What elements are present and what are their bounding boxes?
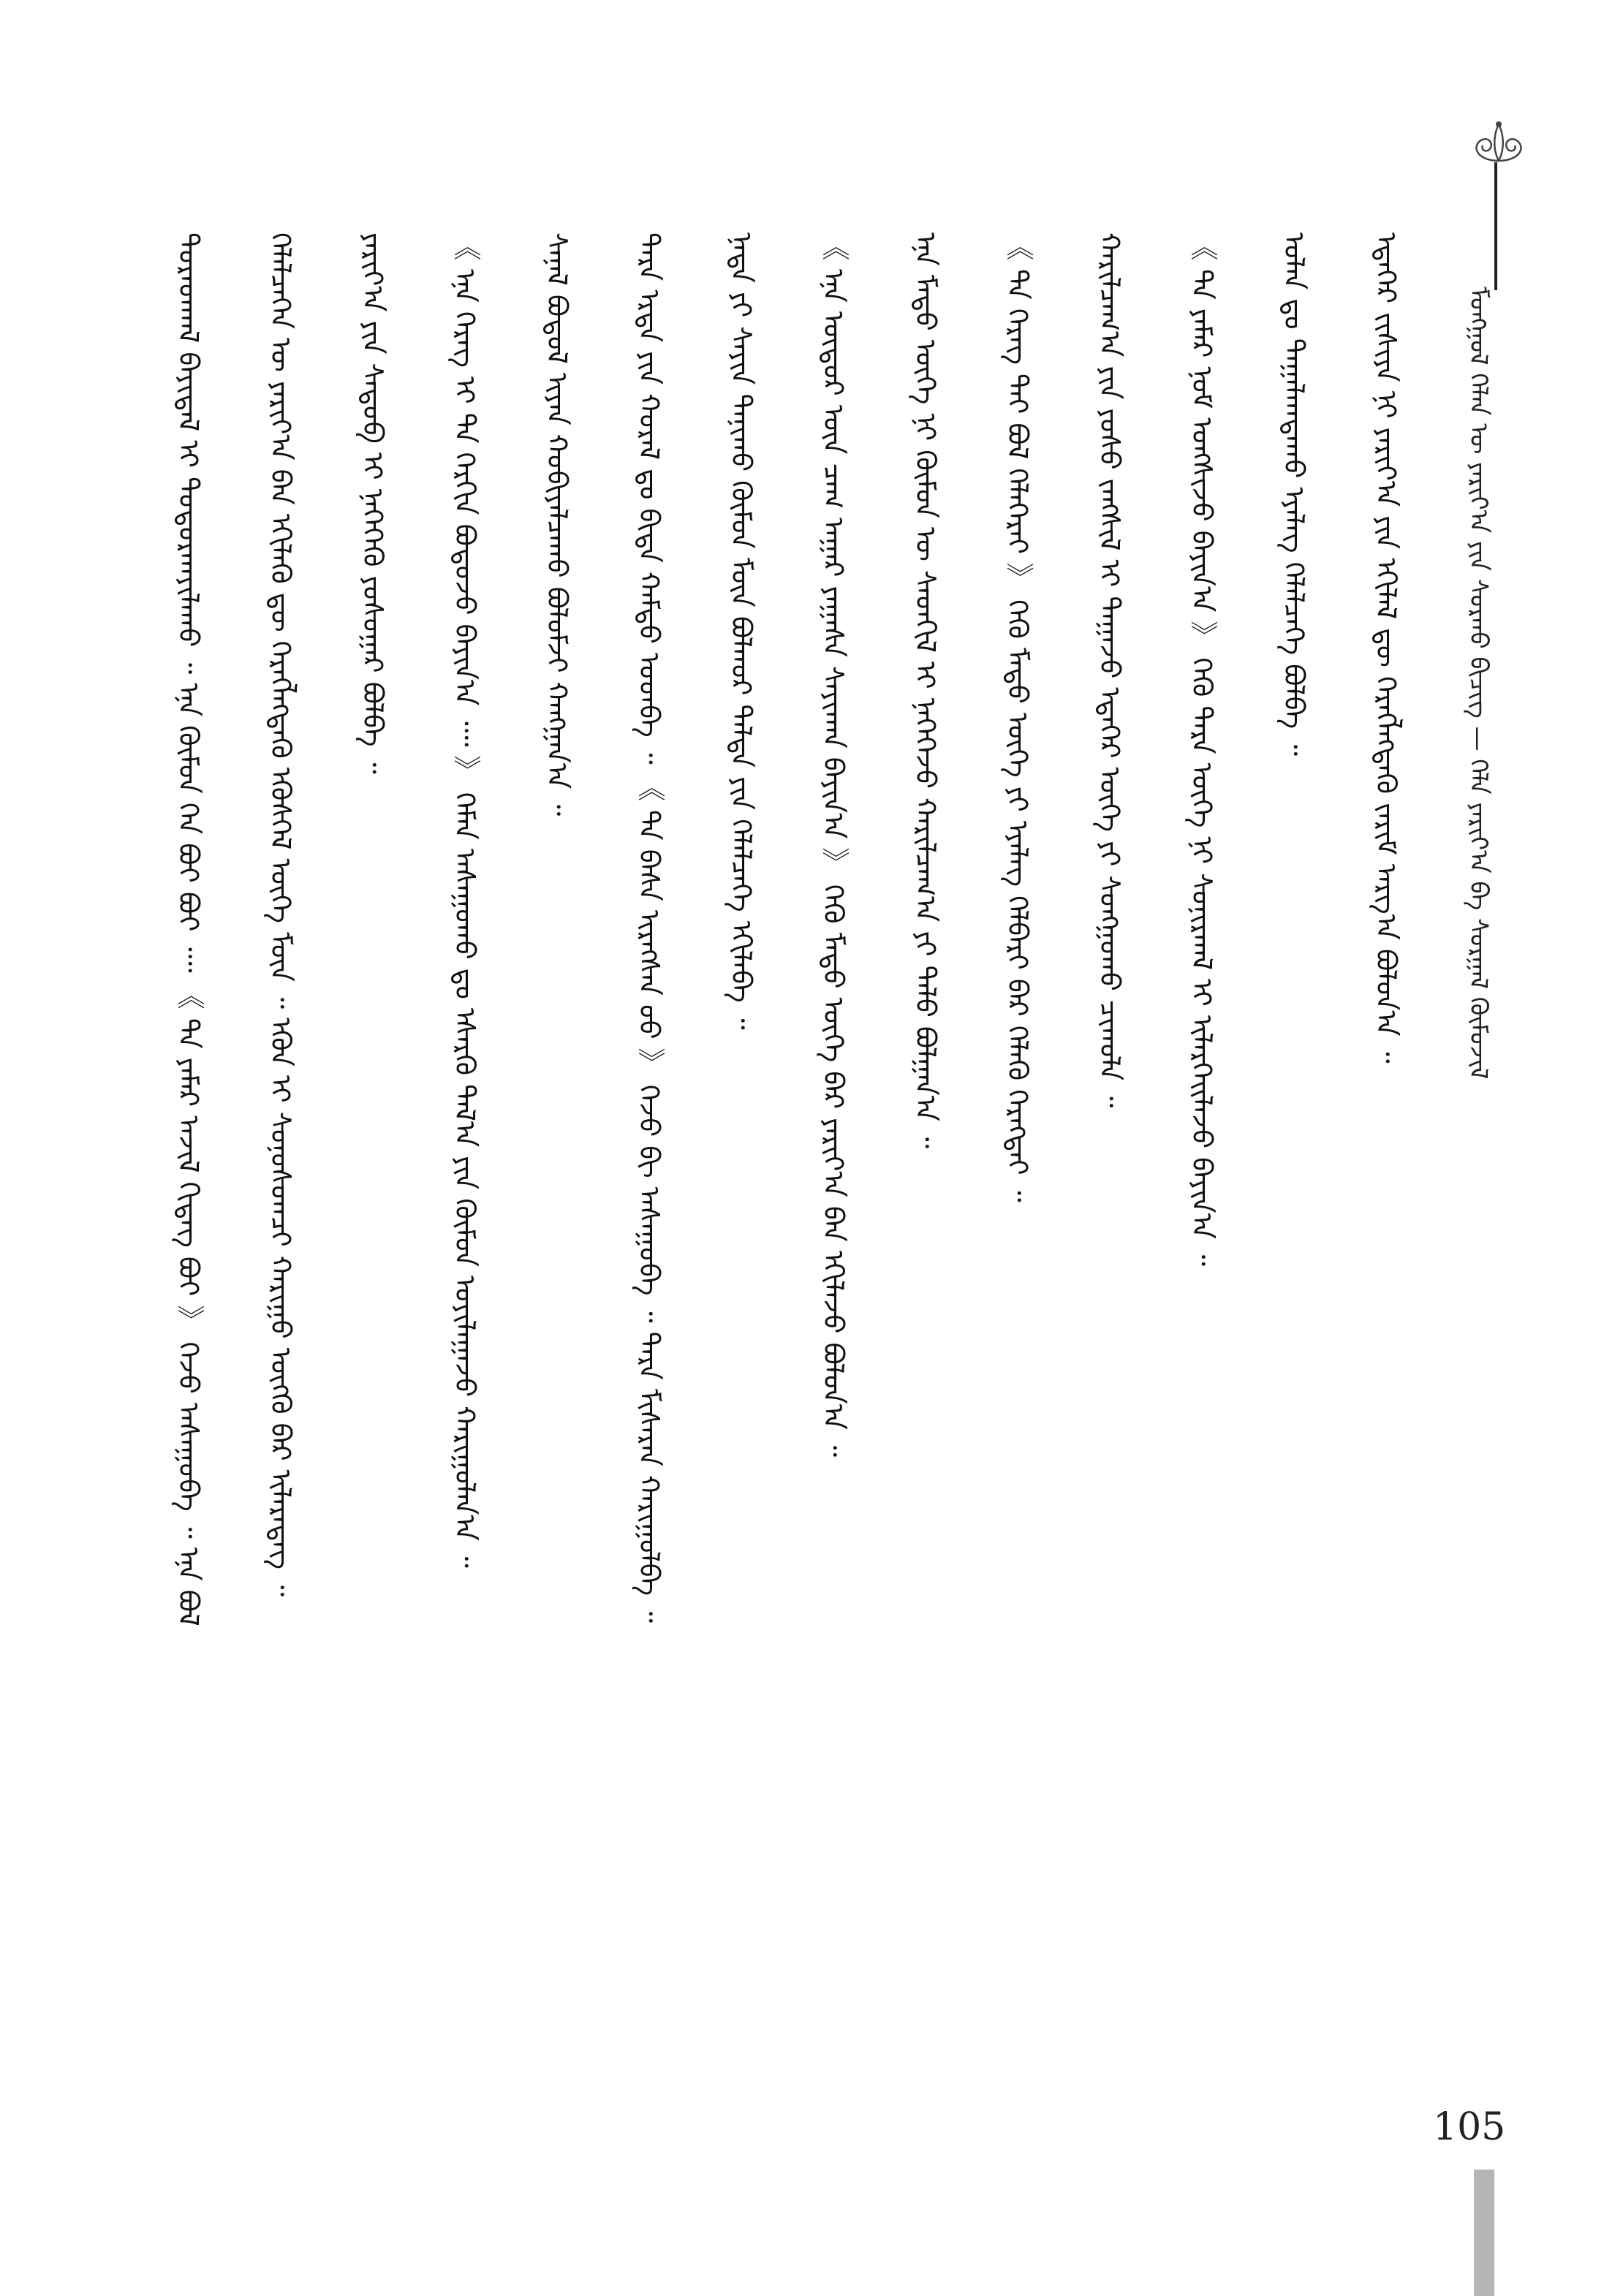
text-column: 《 ᠲᠠ ᠶᠠᠮᠠᠷ ᠨᠣᠮ ᠤᠩᠰᠢᠵᠤ ᠪᠠᠶᠢᠨ᠎ᠠ 》 ᠭᠡᠬᠦ ᠲᠡᠷᠡ ᠦᠭᠡ ᠨᠢ ᠰᠣᠨᠢᠷᠬᠠᠯ ᠢ ᠢᠯᠡᠷᠬᠡᠢᠯᠡᠵᠦ ᠪᠠᠶᠢᠨ᠎ᠠ ᠃ [1186, 232, 1218, 1267]
text-column: 《 ᠡᠨᠡ ᠬᠡᠷᠡᠭ ᠢ ᠲᠠ ᠬᠡᠷᠬᠢᠨ ᠪᠣᠳᠣᠵᠤ ᠪᠠᠶᠢᠨ᠎ᠠ ᠁ 》 ᠬᠡᠮᠡᠨ ᠠᠰᠠᠭᠤᠬᠤ ᠳᠤ ᠡᠰᠡᠷᠭᠦ ᠲᠠᠯ᠎ᠠ ᠶᠢᠨ ᠬᠦᠮᠦᠨ ᠣᠶᠢᠯᠠᠭᠠᠵᠤ ᠬᠠᠷᠢᠭᠤᠯᠠᠨ᠎ᠠ ᠃ [449, 232, 481, 1568]
running-header: ᠮᠣᠩᠭᠣᠯ ᠬᠡᠯᠡᠨ ᠦ ᠶᠠᠷᠢᠶ᠎ᠠ ᠶᠢᠨ ᠰᠤᠷᠬᠤ ᠪᠢᠴᠢᠭ — ᠬᠡᠯᠡ ᠶᠠᠷᠢᠶ᠎ᠠ ᠪᠠ ᠰᠤᠷᠭᠠᠯ ᠬᠦᠮᠦᠵᠢᠯ [1464, 287, 1493, 1080]
decorative-ornament-icon [1459, 110, 1539, 175]
text-column: ᠡᠳᠡᠭᠡᠷ ᠵᠢᠱᠢᠶᠡ ᠨᠢ ᠶᠠᠷᠢᠶ᠎ᠠ ᠶᠢᠨ ᠡᠬᠢᠯᠡᠯ ᠳᠦ ᠬᠡᠷᠡᠭᠯᠡᠭᠳᠡᠬᠦ ᠵᠠᠷᠢᠮ ᠠᠷᠭ᠎ᠠ ᠪᠣᠯᠤᠨ᠎ᠠ ᠃ [1370, 232, 1402, 1064]
text-column: ᠰᠠᠨᠠᠯ ᠪᠣᠳᠤᠯ ᠢᠶᠡᠨ ᠬᠤᠪᠢᠶᠠᠯᠴᠠᠬᠤ ᠪᠣᠯᠣᠮᠵᠢ ᠬᠠᠩᠭᠠᠨ᠎ᠠ ᠃ [541, 232, 573, 817]
text-column: ᠶᠠᠷᠢᠶ᠎ᠠ ᠶᠢᠨ ᠰᠡᠳᠦᠪ ᠢ ᠨᠡᠭᠡᠭᠡᠬᠦ ᠶᠤᠰᠤᠭᠠᠷ ᠪᠣᠯᠪᠠ ᠃ [357, 232, 389, 774]
body-text [167, 232, 1453, 2016]
text-column: ᠨᠠᠳᠠ ᠶᠢ ᠰᠠᠶᠢᠨ ᠲᠠᠨᠢᠬᠤ ᠬᠦᠮᠦᠨ ᠮᠥᠨ ᠪᠣᠯᠬᠣᠷ ᠳᠠᠯᠳᠠ ᠶᠢᠨ ᠬᠡᠯᠡᠯᠴᠡᠭᠡ ᠡᠬᠢᠯᠡᠪᠡ ᠃ [725, 232, 757, 1030]
page-edge-tab [1474, 2170, 1494, 2296]
text-column: 《 ᠲᠠ ᠬᠡᠷᠡᠭ ᠲᠡᠢ ᠪᠣᠯ ᠬᠡᠯᠡᠭᠡᠷᠡᠢ 》 ᠭᠡᠬᠦ ᠮᠡᠲᠦ ᠦᠭᠡ ᠶᠢ ᠡᠶᠡᠯᠡᠭ ᠬᠡᠯᠪᠡᠷᠢ ᠪᠡᠷ ᠬᠡᠯᠡᠬᠦ ᠬᠡᠷᠡᠭᠲᠡᠢ ᠃ [1002, 232, 1034, 1202]
header-rule [1494, 162, 1497, 290]
text-column: ᠬᠠᠷᠢᠯᠴᠠᠭ᠎ᠠ ᠶᠢᠨ ᠶᠣᠰᠣ ᠵᠠᠩᠰᠢᠯ ᠢ ᠳᠠᠭᠠᠵᠤ ᠡᠳᠡᠭᠡᠷ ᠦᠭᠡ ᠶᠢ ᠰᠣᠩᠭᠣᠬᠤ ᠴᠢᠬᠤᠯᠠ ᠃ [1094, 232, 1126, 1108]
text-column: ᠣᠯᠠᠨ ᠳᠤ ᠲᠠᠭᠠᠯᠠᠭᠳᠠᠬᠤ ᠡᠶᠡᠯᠡᠭ ᠬᠡᠯᠡᠯᠴᠡᠭᠡ ᠪᠣᠯᠪᠠ ᠃ [1278, 232, 1310, 757]
text-column: ᠲᠡᠷᠡ ᠡᠷᠲᠡ ᠶᠢᠨ ᠬᠤᠷᠠᠯ ᠳᠤ ᠪᠢᠳᠡ ᠬᠠᠮᠲᠤ ᠣᠳᠪᠠ ᠃ 《 ᠲᠠ ᠪᠠᠰᠠ ᠢᠷᠡᠭᠰᠡᠨ ᠦᠦ 》 ᠭᠡᠵᠦ ᠪᠢ ᠠᠰᠠᠭᠤᠪᠠ ᠃ ᠲᠡᠷᠡ ᠮᠢᠰᠡᠷᠡᠨ ᠬᠠᠷᠢᠭᠤᠯᠪᠠ ᠃ [633, 232, 665, 1624]
page-number: 105 [1433, 2105, 1506, 2149]
text-column: ᠡᠨᠡ ᠮᠡᠲᠦ ᠦᠭᠡ ᠨᠢ ᠬᠦᠮᠦᠨ ᠦ ᠰᠡᠳᠭᠢᠯ ᠢ ᠨᠡᠭᠡᠭᠡᠵᠦ ᠬᠠᠷᠢᠯᠴᠠᠭ᠎ᠠ ᠶᠢ ᠳᠠᠯᠤ ᠪᠣᠯᠭᠠᠨ᠎ᠠ ᠃ [909, 232, 942, 1149]
text-column: 《 ᠡᠨᠡ ᠦᠳᠦᠷ ᠦᠨ ᠴᠠᠭ ᠠᠭᠠᠷ ᠶᠠᠭᠠᠰᠠ ᠰᠠᠶᠢᠬᠠᠨ ᠪᠠᠶᠢᠨ᠎ᠠ 》 ᠭᠡᠬᠦ ᠮᠡᠳᠦ ᠦᠭᠡ ᠪᠡᠷ ᠶᠠᠷᠢᠶ᠎ᠠ ᠪᠠᠨ ᠡᠬᠢᠯᠡᠵᠦ ᠪᠣᠯᠣᠨ᠎ᠠ ᠃ [817, 232, 850, 1458]
text-column: ᠬᠡᠯᠡᠯᠴᠡᠭᠡᠨ ᠦ ᠶᠠᠷᠢᠶ᠎ᠠ ᠪᠠᠨ ᠡᠬᠢᠯᠡᠬᠦ ᠳᠦ ᠬᠡᠷᠡᠭᠯᠡᠭᠳᠡᠬᠦ ᠡᠭᠦᠰᠬᠡᠯ ᠦᠭᠡ ᠮᠥᠨ ᠃ ᠡᠭᠦᠨ ᠢ ᠰᠣᠨᠣᠰᠣᠭᠴᠢ ᠬᠠᠷᠢᠭᠤ ᠥᠭᠬᠦ ᠪᠡᠷ ᠢᠯᠡᠷᠡᠳᠡᠭ ᠃ [265, 232, 297, 1597]
text-column: ᠳᠤᠷᠠᠳᠬᠠᠯ ᠪᠠᠶᠢᠳᠠᠯ ᠢ ᠲᠣᠳᠣᠷᠬᠠᠶᠢᠯᠠᠬᠤ ᠃ ᠡᠨᠡ ᠬᠦᠮᠦᠨ ᠬᠡᠨ ᠪᠤᠢ ᠪᠤᠢ ᠁ 《 ᠲᠠ ᠶᠠᠮᠠᠷ ᠠᠵᠢᠯ ᠬᠢᠳᠡᠭ ᠪᠤᠢ 》 ᠭᠡᠵᠦ ᠠᠰᠠᠭᠤᠪᠠ ᠃ ᠡᠨᠡ ᠪᠣᠯ [173, 232, 205, 1626]
